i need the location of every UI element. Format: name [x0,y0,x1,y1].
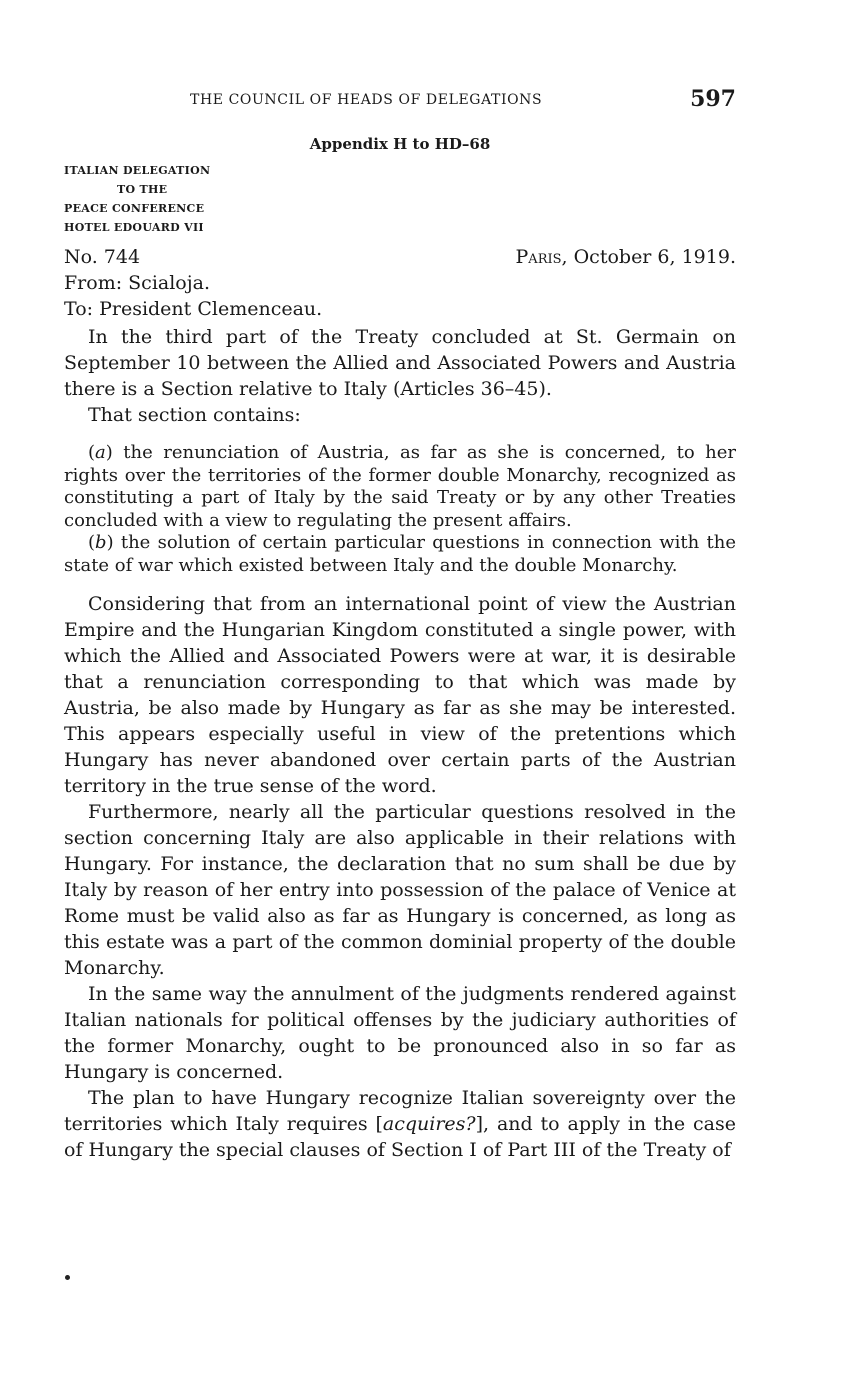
paragraph: In the third part of the Treaty concluded at St. Germain on September 10 between the Allied and Associated Powers and Austria there is a Section relative to Italy (Articles 36–45). [64,326,736,400]
letter-date-text: , October 6, 1919. [561,246,736,268]
letterhead-line: HOTEL EDOUARD VII [64,221,204,234]
paragraph-text: The plan to have Hungary recognize Italian sovereignty over the territories which Italy requires [ [64,1087,736,1135]
letter-to: To: President Clemenceau. [64,298,323,320]
letter-city: Paris [515,246,562,268]
paragraph-text: ], and to apply in the case of Hungary the special clauses of Section I of Part III of the Treaty of [64,1113,736,1161]
running-header [64,88,736,114]
paragraph: Furthermore, nearly all the particular questions resolved in the section concerning Italy are also applicable in their relations with Hungary. For instance, the declaration that no sum shall be due by Italy by reason of her entry into possession of the palace of Venice at Rome must be valid also as far as Hungary is concerned, as long as this estate was a part of the common dominial property of the double Monarchy. [64,801,736,979]
letterhead-line: PEACE CONFERENCE [64,202,205,215]
letter-from: From: Scialoja. [64,272,210,294]
ink-speck [65,1275,70,1280]
paragraph: Considering that from an international point of view the Austrian Empire and the Hungarian Kingdom constituted a single power, with which the Allied and Associated Powers were at war, it is desirable that a renunciation corresponding to that which was made by Austria, be also made by Hungary as far as she may be interested. This appears especially useful in view of the pretentions which Hungary has never abandoned over certain parts of the Austrian territory in the true sense of the word. [64,593,736,797]
quoted-item-b: (b) the solution of certain particular questions in connection with the state of war which existed between Italy and the double Monarchy. [64,532,736,576]
quoted-item-text: the renunciation of Austria, as far as she is concerned, to her rights over the territories of the former double Monarchy, recognized as constituting a part of Italy by the said Treaty or by any other Treaties concluded with a view to regulating the present affairs. [64,442,736,531]
appendix-title: Appendix H to HD–68 [309,135,491,153]
letterhead-line: ITALIAN DELEGATION [64,164,211,177]
page-number: 597 [690,86,736,112]
quoted-item-text: the solution of certain particular questions in connection with the state of war which existed between Italy and the double Monarchy. [64,532,736,576]
running-title: THE COUNCIL OF HEADS OF DELEGATIONS [190,92,543,108]
paragraph [64,1085,736,1163]
quoted-item-a: (a) the renunciation of Austria, as far as she is concerned, to her rights over the territories of the former double Monarchy, recognized as constituting a part of Italy by the said Treaty or by any other Treaties concluded with a view to regulating the present affairs. [64,442,736,531]
letter-body [64,324,736,1163]
letterhead-line: TO THE [117,183,168,196]
delegation-letterhead [64,161,210,237]
editorial-note: acquires? [382,1113,476,1135]
letter-date [516,244,736,270]
letter-meta [64,244,736,322]
letter-number: No. 744 [64,246,141,268]
paragraph: In the same way the annulment of the judgments rendered against Italian nationals for political offenses by the judiciary authorities of the former Monarchy, ought to be pronounced also in so far as Hungary is concerned. [64,983,736,1083]
paragraph: That section contains: [88,404,301,426]
